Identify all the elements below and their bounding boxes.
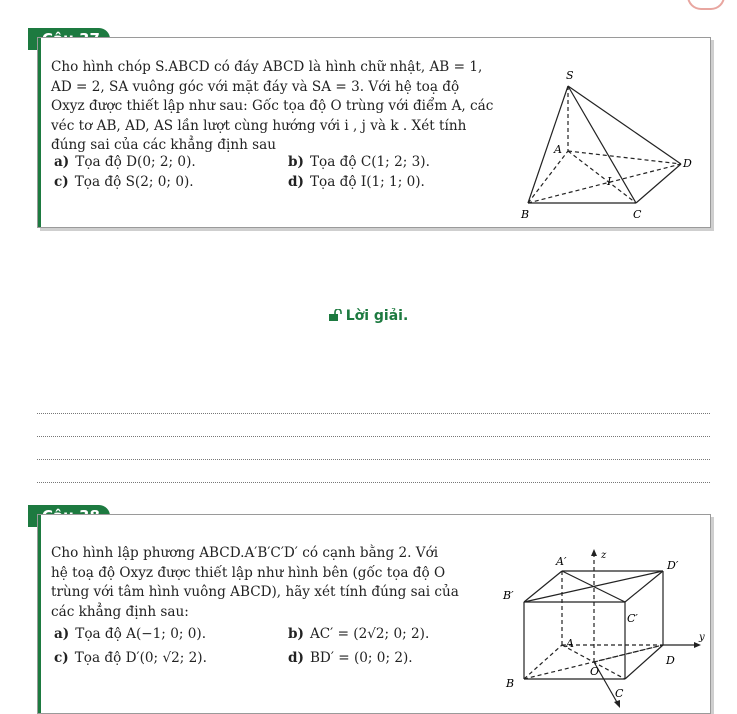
fig-label-C: C [615,687,624,700]
stem-line: Cho hình lập phương ABCD.A′B′C′D′ có cạnh bằng 2. Với [51,545,439,561]
fig-label-C1: C′ [627,612,638,625]
page-corner-decoration [687,0,725,10]
q38-option-c: c) Tọa độ D′(0; √2; 2). [54,650,207,666]
q38-option-b: b) AC′ = (2√2; 0; 2). [288,626,430,642]
stem-line: các khẳng định sau: [51,603,189,620]
question-37-accent-bar [38,38,41,227]
fig-label-B: B [506,677,515,690]
fig-label-C: C [633,208,642,221]
fig-label-A: A [554,143,562,156]
question-38-box [37,514,711,714]
fig-label-I: I [607,175,612,188]
stem-line: Cho hình chóp S.ABCD có đáy ABCD là hình chữ nhật, AB = 1, [51,59,483,75]
stem-line: hệ toạ độ Oxyz được thiết lập như hình bên (gốc tọa độ O [51,564,446,581]
fig-label-B: B [521,208,530,221]
stem-line: đúng sai của các khẳng định sau [51,137,277,153]
q37-option-c: c) Tọa độ S(2; 0; 0). [54,174,194,190]
fig-label-A1: A′ [556,555,567,568]
solution-label: Lời giải. [345,308,409,324]
fig-label-D: D [666,654,675,667]
answer-line [37,436,710,437]
q38-option-a: a) Tọa độ A(−1; 0; 0). [54,626,207,642]
fig-label-D: D [683,157,692,170]
fig-label-B1: B′ [503,589,514,602]
solution-heading [0,308,737,324]
fig-label-D1: D′ [667,559,679,572]
fig-label-z: z [601,550,607,561]
stem-line: véc tơ AB, AD, AS lần lượt cùng hướng với i , j và k . Xét tính [51,117,467,134]
question-37-box [37,37,711,228]
pyramid-figure [513,63,708,228]
q37-option-d: d) Tọa độ I(1; 1; 0). [288,174,425,190]
question-37-stem [51,58,501,156]
answer-line [37,482,710,483]
q37-option-a: a) Tọa độ D(0; 2; 0). [54,154,196,170]
unlock-icon [329,309,343,321]
stem-line: trùng với tâm hình vuông ABCD), hãy xét tính đúng sai của [51,584,459,600]
stem-line: AD = 2, SA vuông góc với mặt đáy và SA = 3. Với hệ toạ độ [51,78,460,95]
cube-figure [500,549,710,709]
q37-option-b: b) Tọa độ C(1; 2; 3). [288,154,430,170]
answer-line [37,459,710,460]
fig-label-y: y [699,632,705,643]
fig-label-A: A [566,637,574,650]
answer-line [37,413,710,414]
question-38-stem [51,544,491,622]
fig-label-S: S [566,69,574,82]
stem-line: Oxyz được thiết lập như sau: Gốc tọa độ O trùng với điểm A, các [51,98,494,114]
fig-label-O: O [590,665,600,678]
q38-option-d: d) BD′ = (0; 0; 2). [288,650,413,666]
question-38-accent-bar [38,515,41,713]
